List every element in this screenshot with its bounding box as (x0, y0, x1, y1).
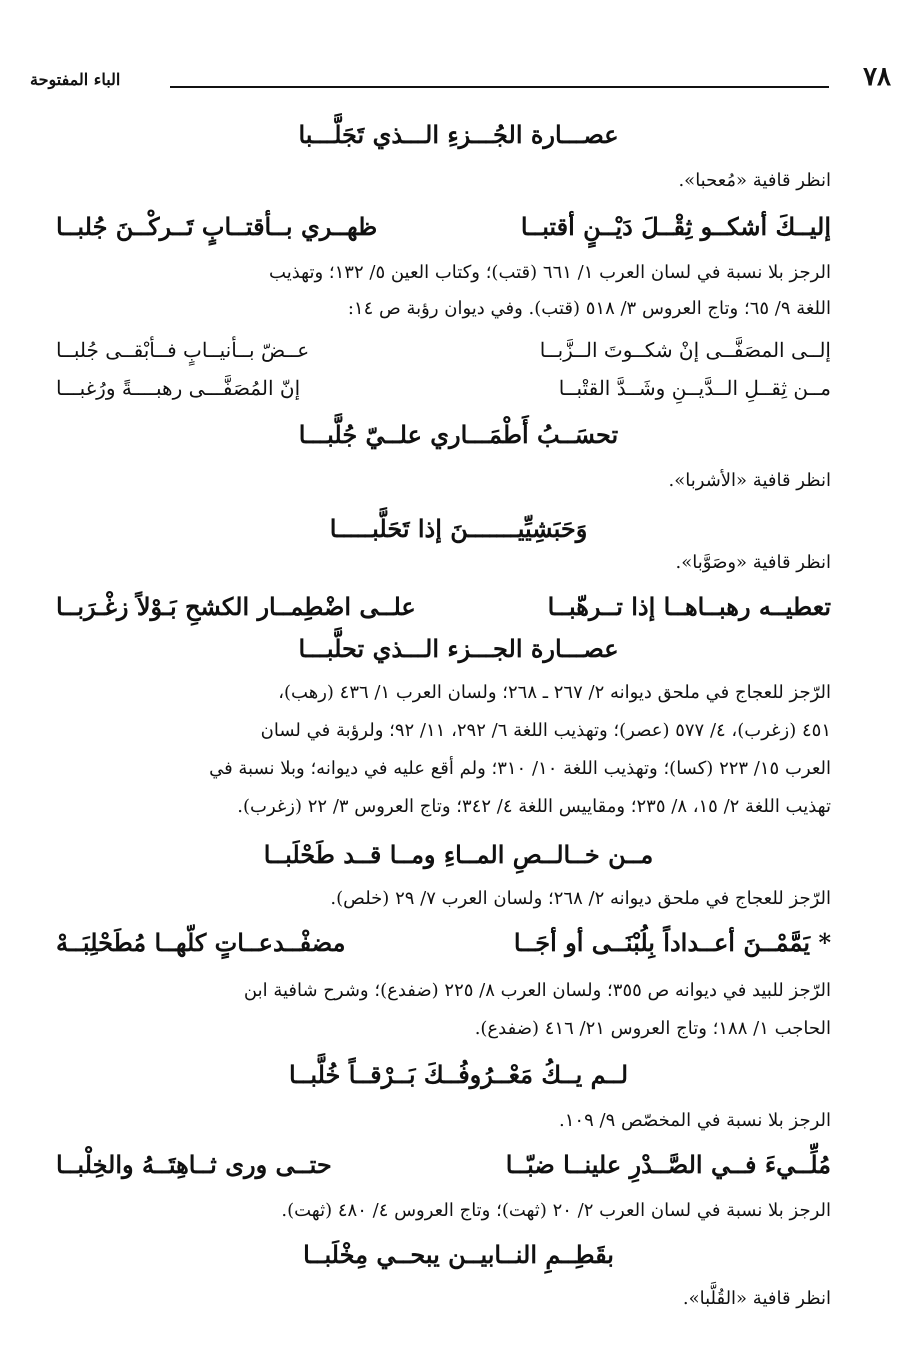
header-rule (170, 86, 829, 88)
verse-second-hemistich: حتــى ورى ثــاهِتَــهُ والخِلْبــا (56, 1150, 332, 1179)
verse-second-hemistich: إنّ المُصَفَّـــى رهبــــةً ورُغبـــا (56, 376, 301, 400)
verse-first-hemistich: تعطيــه رهبــاهــا إذا تــرهّبــا (547, 592, 831, 621)
verse-first-hemistich: مــن ثِقــلِ الــدَّيــنِ وشَــدَّ القتْبــا (558, 376, 831, 400)
page-number: ٧٨ (863, 62, 891, 92)
verse-pair (56, 376, 831, 416)
verse-first-hemistich: إليــكَ أشكــو ثِقْــلَ دَيْــنٍ أقتبــا (520, 212, 831, 241)
citation-line: تهذيب اللغة ٢/ ١٥، ٨/ ٢٣٥؛ ومقاييس اللغة ٤/ ٣٤٢؛ وتاج العروس ٣/ ٢٢ (زغرب). (237, 796, 831, 817)
citation-line: الرّجز للبيد في ديوانه ص ٣٥٥؛ ولسان العرب ٨/ ٢٢٥ (ضفدع)؛ وشرح شافية ابن (243, 980, 831, 1001)
verse-line: عصـــارة الجـــزء الـــذي تحلَّبـــا (298, 634, 619, 663)
citation-line: الحاجب ١/ ١٨٨؛ وتاج العروس ٢١/ ٤١٦ (ضفدع). (474, 1018, 831, 1039)
citation-line: الرجز بلا نسبة في لسان العرب ٢/ ٢٠ (ثهت)؛ وتاج العروس ٤/ ٤٨٠ (ثهت). (281, 1200, 831, 1221)
citation-line: اللغة ٩/ ٦٥؛ وتاج العروس ٣/ ٥١٨ (قتب). وفي ديوان رؤبة ص ١٤: (347, 298, 831, 319)
verse-first-hemistich: * يَمَّمْــنَ أعــداداً بِلُبْنَــى أو أجَــا (513, 928, 831, 957)
verse-line: عصـــارة الجُـــزءِ الـــذي تَجَلَّـــبا (298, 120, 619, 149)
verse-second-hemistich: ظهــري بــأقتــابٍ تَــركْــنَ جُلبــا (56, 212, 378, 241)
citation-line: ٤٥١ (زغرب)، ٤/ ٥٧٧ (عصر)؛ وتهذيب اللغة ٦/ ٢٩٢، ١١/ ٩٢؛ ولرؤبة في لسان (260, 720, 831, 741)
verse-line: تحسَــبُ أَطْمَـــاري علــيّ جُلَّبـــا (298, 420, 619, 449)
see-rhyme-note: انظر قافية «وصَوَّبا». (675, 552, 831, 573)
verse-second-hemistich: مضفْــدعــاتٍ كلّهــا مُطَحْلِبَــهْ (56, 928, 346, 957)
verse-line: وَحَبَشِيِّيـــــــنَ إذا تَحَلَّبـــــا (329, 514, 588, 543)
see-rhyme-note: انظر قافية «مُعحبا». (678, 170, 831, 191)
verse-first-hemistich: إلــى المصَفَّــى إنْ شكــوتَ الــزَّبــا (539, 338, 831, 362)
verse-pair (56, 212, 831, 252)
verse-pair (56, 592, 831, 632)
running-title: الباء المفتوحة (30, 70, 121, 89)
verse-pair (56, 928, 831, 968)
verse-line: مــن خــالــصِ المــاءِ ومــا قــد طَحْلَبــا (263, 840, 654, 869)
verse-line: بقَطِــمِ النــابيــن يبحــي مِخْلَبــا (303, 1240, 614, 1269)
see-rhyme-note: انظر قافية «الأشربا». (668, 470, 831, 491)
verse-second-hemistich: عــضّ بــأنيــابٍ فــأبْقــى جُلبــا (56, 338, 310, 362)
verse-first-hemistich: مُلِّــيءَ فــي الصَّــدْرِ علينــا ضبّــا (505, 1150, 831, 1179)
verse-line: لــم يــكُ مَعْــرُوفُــكَ بَــرْقــاً خُلَّبــا (288, 1060, 629, 1089)
citation-line: العرب ١٥/ ٢٢٣ (كسا)؛ وتهذيب اللغة ١٠/ ٣١٠؛ ولم أقع عليه في ديوانه؛ وبلا نسبة في (209, 758, 831, 779)
see-rhyme-note: انظر قافية «القُلَّبا». (682, 1288, 831, 1309)
citation-line: الرجز بلا نسبة في المخصّص ٩/ ١٠٩. (559, 1110, 831, 1131)
citation-line: الرجز بلا نسبة في لسان العرب ١/ ٦٦١ (قتب)؛ وكتاب العين ٥/ ١٣٢؛ وتهذيب (269, 262, 831, 283)
page-header (30, 62, 891, 96)
verse-pair (56, 338, 831, 378)
verse-pair (56, 1150, 831, 1190)
citation-line: الرّجز للعجاج في ملحق ديوانه ٢/ ٢٦٨؛ ولسان العرب ٧/ ٢٩ (خلص). (330, 888, 831, 909)
verse-second-hemistich: علــى اضْطِمــار الكشحِ بَـوْلاً زغْـرَبــا (56, 592, 416, 621)
citation-line: الرّجز للعجاج في ملحق ديوانه ٢/ ٢٦٧ ـ ٢٦٨؛ ولسان العرب ١/ ٤٣٦ (رهب)، (278, 682, 831, 703)
